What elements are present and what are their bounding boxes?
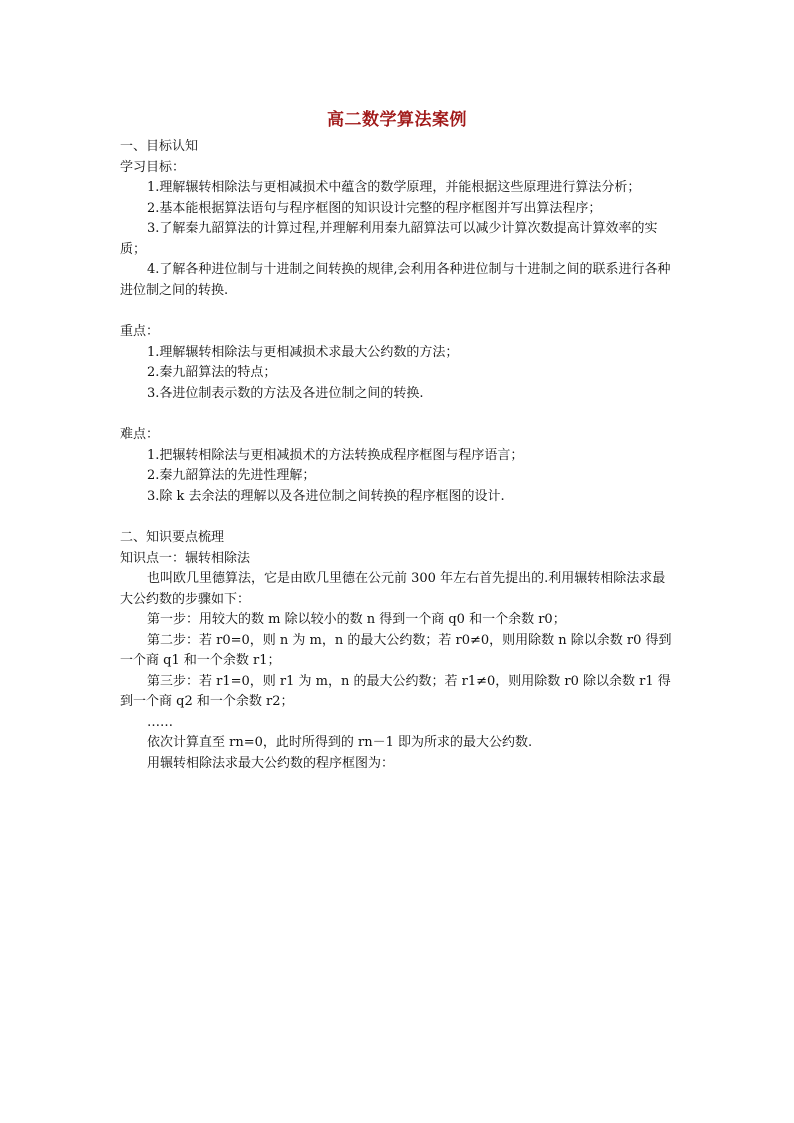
spacer bbox=[120, 507, 676, 528]
key-point-item: 2.秦九韶算法的特点； bbox=[147, 365, 277, 380]
document-body bbox=[120, 137, 676, 774]
key-points-label: 重点： bbox=[120, 324, 160, 339]
spacer bbox=[120, 404, 676, 425]
paragraph: 依次计算直至 rn=0，此时所得到的 rn－1 即为所求的最大公约数. bbox=[147, 735, 533, 750]
ellipsis-line: …… bbox=[147, 714, 173, 730]
algorithm-step: 第一步：用较大的数 m 除以较小的数 n 得到一个商 q0 和一个余数 r0； bbox=[147, 612, 566, 627]
learning-goal-item: 3.了解秦九韶算法的计算过程,并理解利用秦九韶算法可以减少计算次数提高计算效率的实质； bbox=[120, 221, 658, 257]
key-point-item: 3.各进位制表示数的方法及各进位制之间的转换. bbox=[147, 385, 424, 401]
section-heading-knowledge: 二、知识要点梳理 bbox=[120, 530, 225, 545]
paragraph: 用辗转相除法求最大公约数的程序框图为： bbox=[147, 755, 395, 771]
difficulty-item: 2.秦九韶算法的先进性理解； bbox=[147, 468, 316, 483]
key-point-item: 1.理解辗转相除法与更相减损术求最大公约数的方法； bbox=[147, 344, 459, 360]
paragraph: 也叫欧几里德算法，它是由欧几里德在公元前 300 年左右首先提出的.利用辗转相除法求最大公约数的步骤如下： bbox=[120, 571, 666, 607]
section-heading-goals: 一、目标认知 bbox=[120, 139, 199, 154]
difficulty-item: 1.把辗转相除法与更相减损术的方法转换成程序框图与程序语言； bbox=[147, 447, 524, 463]
difficulties-label: 难点： bbox=[120, 427, 160, 442]
learning-goal-item: 4.了解各种进位制与十进制之间转换的规律,会利用各种进位制与十进制之间的联系进行各种进位制之间的转换. bbox=[120, 262, 671, 298]
difficulty-item: 3.除 k 去余法的理解以及各进位制之间转换的程序框图的设计. bbox=[147, 488, 505, 504]
learning-goal-item: 2.基本能根据算法语句与程序框图的知识设计完整的程序框图并写出算法程序； bbox=[147, 200, 602, 216]
knowledge-point-label: 知识点一：辗转相除法 bbox=[120, 550, 251, 566]
spacer bbox=[120, 301, 676, 322]
learning-goal-item: 1.理解辗转相除法与更相减损术中蕴含的数学原理，并能根据这些原理进行算法分析； bbox=[147, 180, 641, 195]
algorithm-step: 第三步：若 r1=0，则 r1 为 m，n 的最大公约数；若 r1≠0，则用除数 r0 除以余数 r1 得到一个商 q2 和一个余数 r2； bbox=[120, 673, 671, 709]
algorithm-step: 第二步：若 r0=0，则 n 为 m，n 的最大公约数；若 r0≠0，则用除数 n 除以余数 r0 得到一个商 q1 和一个余数 r1； bbox=[120, 632, 672, 668]
learning-goals-label: 学习目标： bbox=[120, 159, 186, 175]
page-title: 高二数学算法案例 bbox=[327, 110, 467, 130]
